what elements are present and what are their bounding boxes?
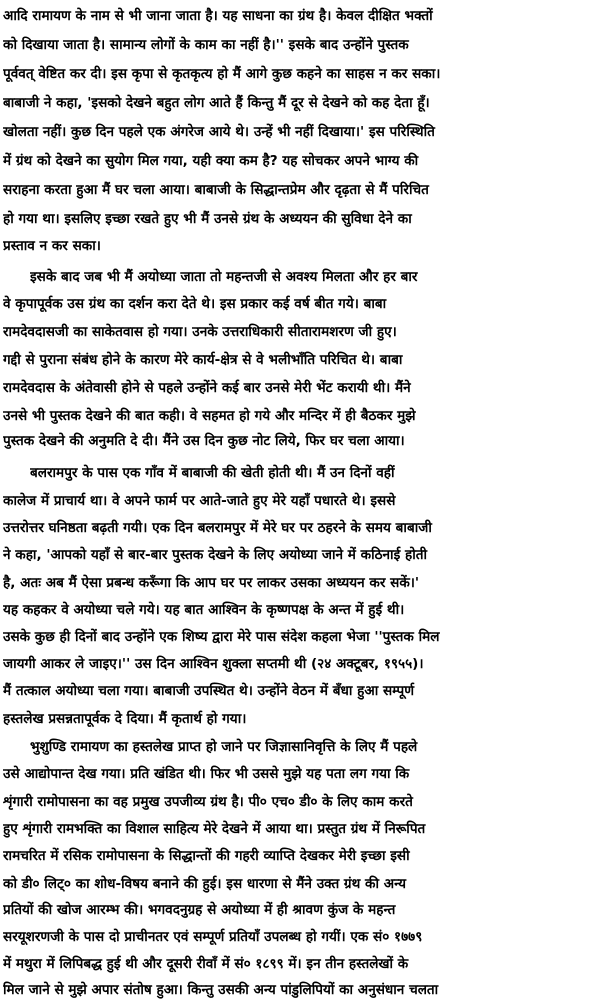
paragraph-start-line: इसके बाद जब भी मैं अयोध्या जाता तो महन्तजी से अवश्य मिलता और हर बार xyxy=(30,269,418,285)
text-line: वे कृपापूर्वक उस ग्रंथ का दर्शन करा देते थे। इस प्रकार कई वर्ष बीत गये। बाबा xyxy=(3,296,387,312)
text-line: उनसे भी पुस्तक देखने की बात कही। वे सहमत हो गये और मन्दिर में ही बैठकर मुझे xyxy=(3,408,416,424)
text-line: उसे आद्योपान्त देख गया। प्रति खंडित थी। फिर भी उससे मुझे यह पता लग गया कि xyxy=(3,766,410,782)
text-line: पुस्तक देखने की अनुमति दे दी। मैंने उस दिन कुछ नोट लिये, फिर घर चला आया। xyxy=(3,433,405,449)
text-line: आदि रामायण के नाम से भी जाना जाता है। यह साधना का ग्रंथ है। केवल दीक्षित भक्तों xyxy=(3,8,433,24)
text-line: कालेज में प्राचार्य था। वे अपने फार्म पर आते-जाते हुए मेरे यहाँ पधारते थे। इससे xyxy=(3,493,396,509)
text-line: मिल जाने से मुझे अपार संतोष हुआ। किन्तु उसकी अन्य पांडुलिपियों का अनुसंधान चलता xyxy=(3,982,439,998)
text-line: रामदेवदासजी का साकेतवास हो गया। उनके उत्तराधिकारी सीतारामशरण जी हुए। xyxy=(3,324,397,340)
text-line: हुए शृंगारी रामभक्ति का विशाल साहित्य मेरे देखने में आया था। प्रस्तुत ग्रंथ में निरूपित xyxy=(3,821,426,837)
text-line: हो गया था। इसलिए इच्छा रखते हुए भी मैं उनसे ग्रंथ के अध्ययन की सुविधा देने का xyxy=(3,211,412,227)
text-line: ने कहा, 'आपको यहाँ से बार-बार पुस्तक देखने के लिए अयोध्या जाने में कठिनाई होती xyxy=(3,547,427,563)
text-line: बाबाजी ने कहा, 'इसको देखने बहुत लोग आते हैं किन्तु मैं दूर से देखने को कह देता हूँ। xyxy=(3,95,430,111)
text-line: में ग्रंथ को देखने का सुयोग मिल गया, यही क्या कम है? यह सोचकर अपने भाग्य की xyxy=(3,153,419,169)
text-line: जायगी आकर ले जाइए।'' उस दिन आश्विन शुक्ला सप्तमी थी (२४ अक्टूबर, १९५५)। xyxy=(3,656,424,672)
text-line: उसके कुछ ही दिनों बाद उन्होंने एक शिष्य द्वारा मेरे पास संदेश कहला भेजा ''पुस्तक मिल xyxy=(3,629,440,645)
text-line: प्रस्ताव न कर सका। xyxy=(3,238,101,254)
text-line: गद्दी से पुराना संबंध होने के कारण मेरे कार्य-क्षेत्र से वे भलीभाँति परिचित थे। बाबा xyxy=(3,352,403,368)
text-line: रामचरित में रसिक रामोपासना के सिद्धान्तों की गहरी व्याप्ति देखकर मेरी इच्छा इसी xyxy=(3,848,410,864)
text-line: शृंगारी रामोपासना का वह प्रमुख उपजीव्य ग्रंथ है। पी० एच० डी० के लिए काम करते xyxy=(3,794,413,810)
paragraph-start-line: बलरामपुर के पास एक गाँव में बाबाजी की खेती होती थी। मैं उन दिनों वहीं xyxy=(30,465,395,481)
text-line: यह कहकर वे अयोध्या चले गये। यह बात आश्विन के कृष्णपक्ष के अन्त में हुई थी। xyxy=(3,602,405,618)
text-line: है, अतः अब मैं ऐसा प्रबन्ध करूँगा कि आप घर पर लाकर उसका अध्ययन कर सकें।' xyxy=(3,575,420,591)
text-line: को डी० लिट्० का शोध-विषय बनाने की हुई। इस धारणा से मैंने उक्त ग्रंथ की अन्य xyxy=(3,876,406,892)
text-line: खोलता नहीं। कुछ दिन पहले एक अंगरेज आये थे। उन्हें भी नहीं दिखाया।' इस परिस्थिति xyxy=(3,124,435,140)
text-line: मैं तत्काल अयोध्या चला गया। बाबाजी उपस्थित थे। उन्होंने वेठन में बँधा हुआ सम्पूर्ण xyxy=(3,683,415,699)
text-line: पूर्ववत् वेष्टित कर दी। इस कृपा से कृतकृत्य हो मैं आगे कुछ कहने का साहस न कर सका। xyxy=(3,66,441,82)
text-line: प्रतियों की खोज आरम्भ की। भगवदनुग्रह से अयोध्या में ही श्रावण कुंज के महन्त xyxy=(3,902,396,918)
text-line: उत्तरोत्तर घनिष्ठता बढ़ती गयी। एक दिन बलरामपुर में मेरे घर पर ठहरने के समय बाबाजी xyxy=(3,520,432,536)
text-line: में मथुरा में लिपिबद्ध हुई थी और दूसरी रीवाँ में सं० १८९९ में। इन तीन हस्तलेखों के xyxy=(3,956,409,972)
paragraph-start-line: भुशुण्डि रामायण का हस्तलेख प्राप्त हो जाने पर जिज्ञासानिवृत्ति के लिए मैं पहले xyxy=(30,739,418,755)
text-line: रामदेवदास के अंतेवासी होने से पहले उन्होंने कई बार उनसे मेरी भेंट करायी थी। मैंने xyxy=(3,380,411,396)
text-line: को दिखाया जाता है। सामान्य लोगों के काम का नहीं है।'' इसके बाद उन्होंने पुस्तक xyxy=(3,37,409,53)
text-line: सराहना करता हुआ मैं घर चला आया। बाबाजी के सिद्धान्तप्रेम और दृढ़ता से मैं परिचित xyxy=(3,182,429,198)
text-line: सरयूशरणजी के पास दो प्राचीनतर एवं सम्पूर्ण प्रतियाँ उपलब्ध हो गयीं। एक सं० १७७९ xyxy=(3,929,423,945)
text-line: हस्तलेख प्रसन्नतापूर्वक दे दिया। मैं कृतार्थ हो गया। xyxy=(3,711,247,727)
